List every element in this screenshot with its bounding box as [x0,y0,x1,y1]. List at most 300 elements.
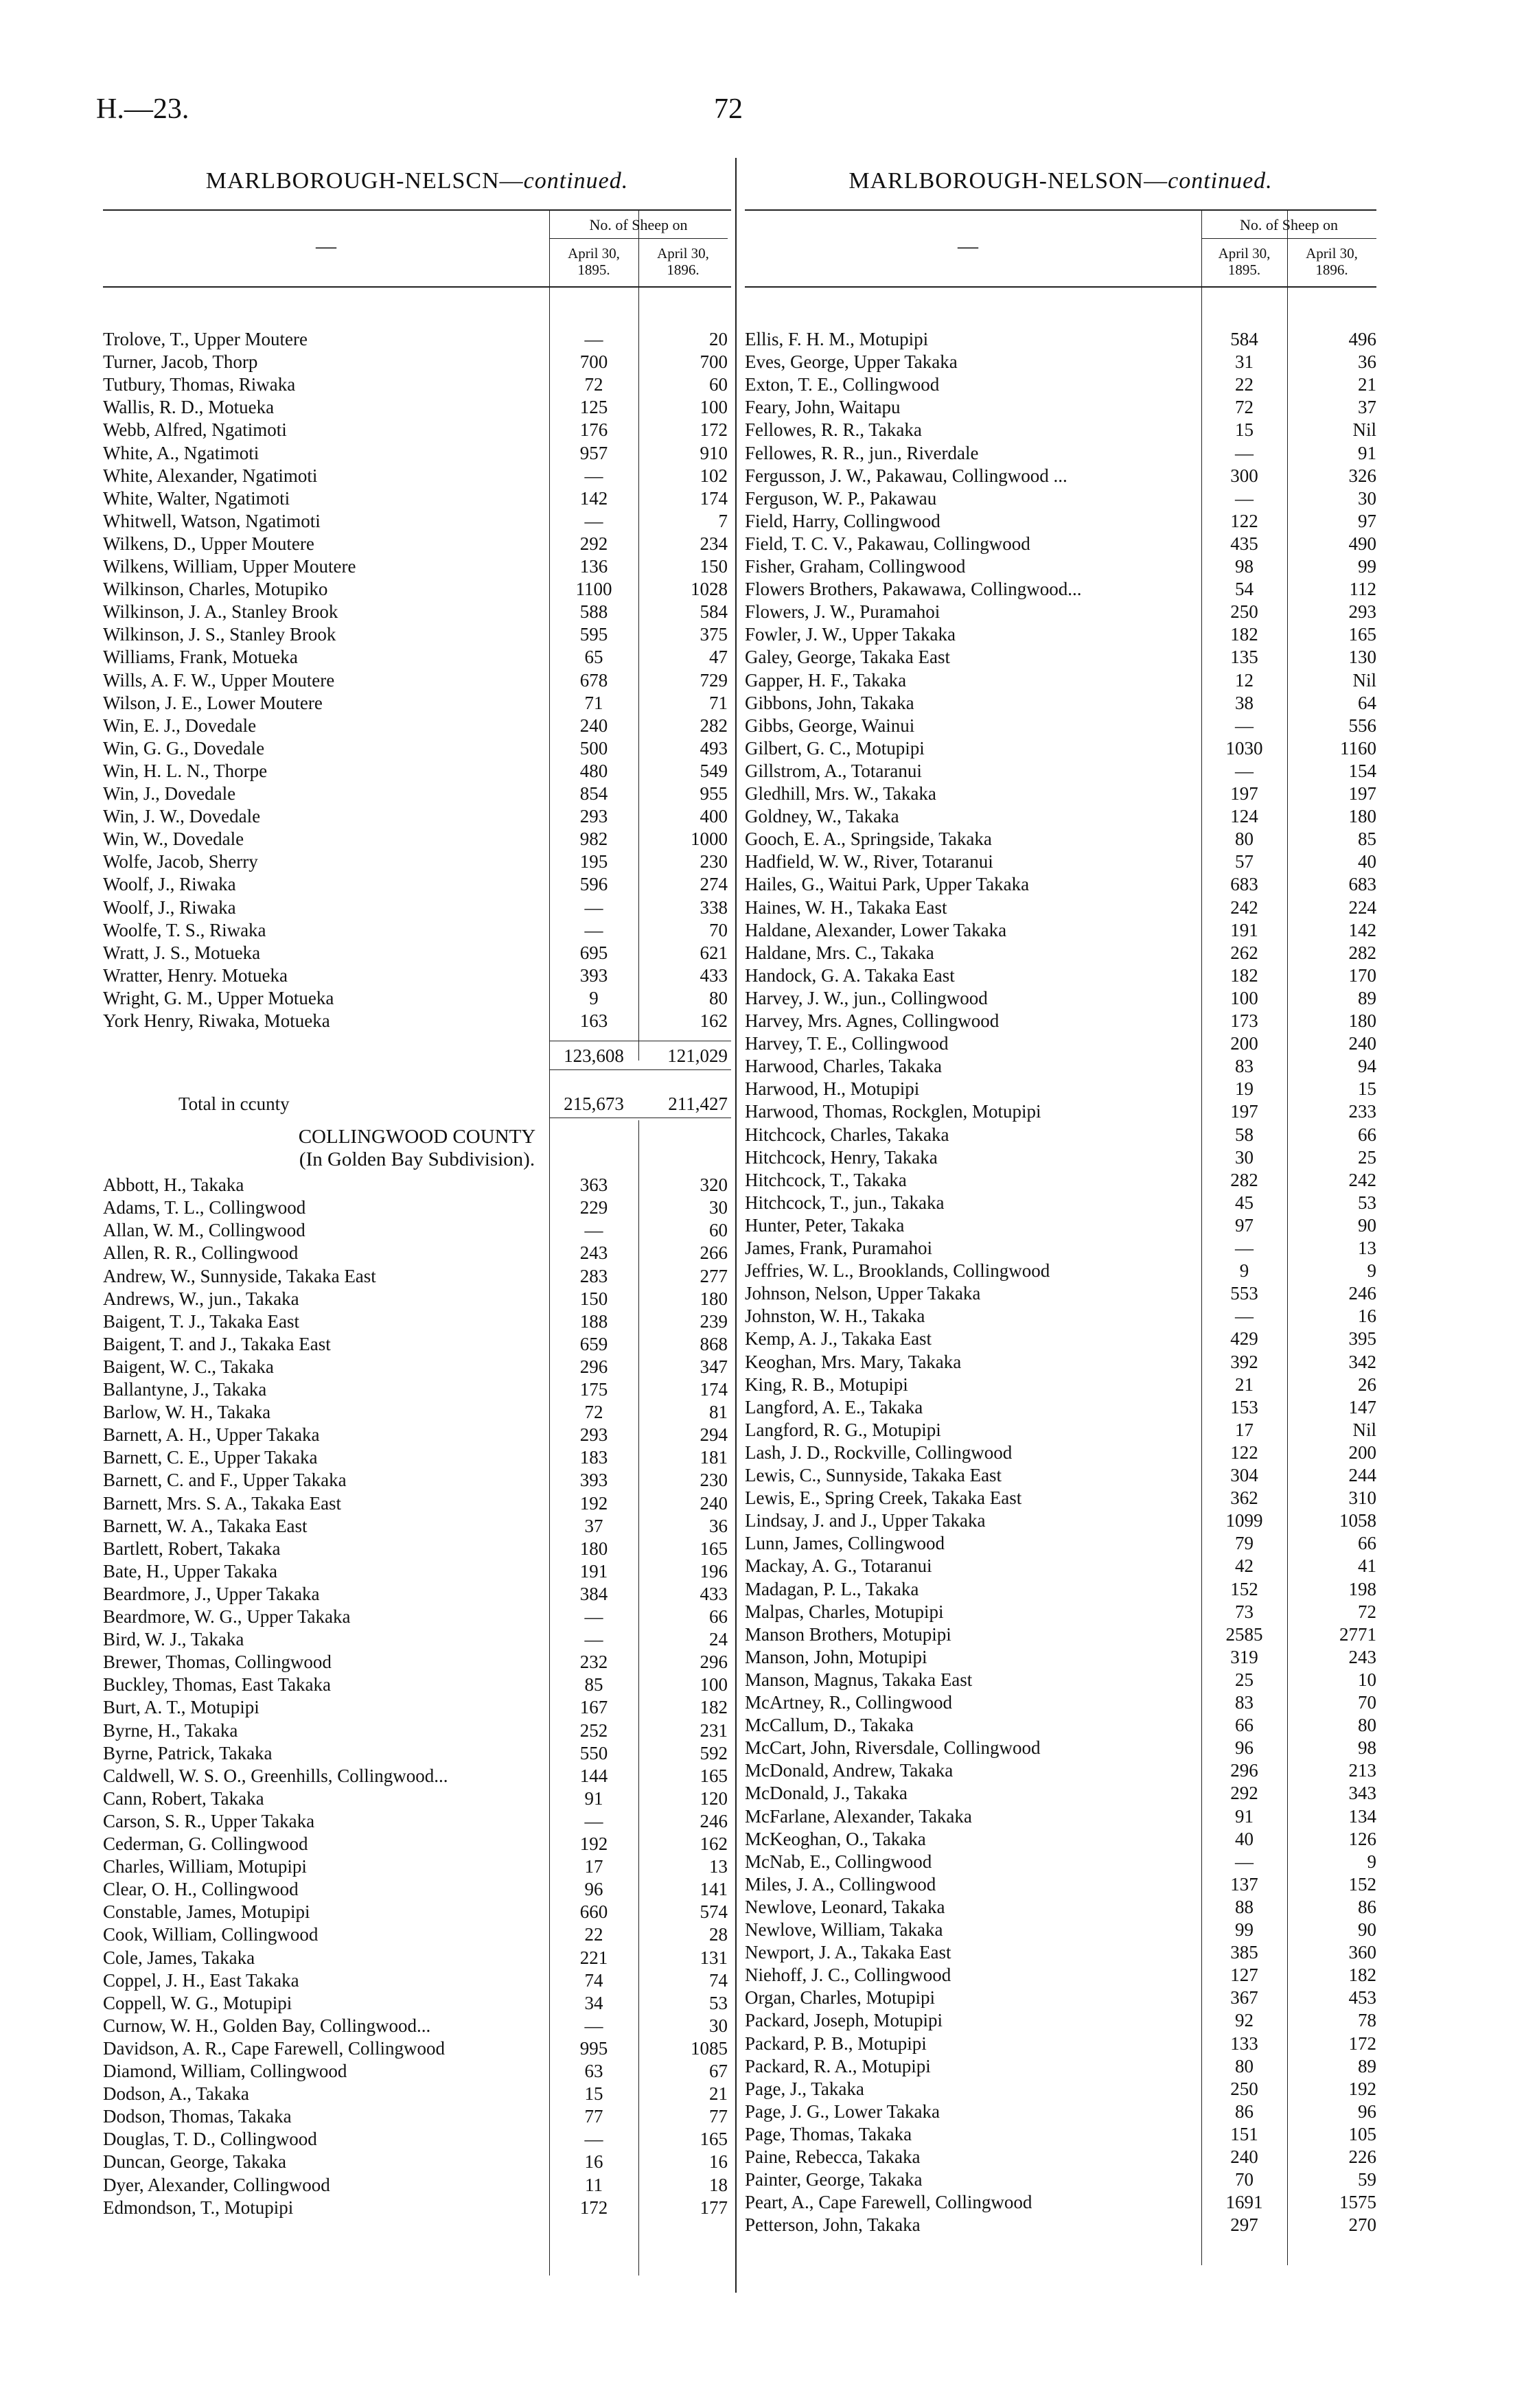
sheep-1895: 72 [1235,397,1254,418]
table-row [103,760,731,783]
sheep-1895: 183 [579,1447,608,1468]
owner-name: Johnston, W. H., Takaka [745,1306,925,1327]
sheep-1895: — [1235,487,1254,509]
sheep-1895: 367 [1230,1987,1258,2008]
table-row [103,737,731,760]
sheep-1895: 362 [1230,1487,1258,1509]
sheep-1896: Nil [1352,1419,1376,1440]
sheep-1896: 9 [1367,1260,1376,1282]
county-title: COLLINGWOOD COUNTY [298,1126,536,1148]
table-row [103,1992,731,2015]
sheep-1895: — [584,1606,603,1627]
owner-name: Barnett, A. H., Upper Takaka [103,1424,320,1446]
sheep-1895: 221 [579,1947,608,1968]
owner-name: McKeoghan, O., Takaka [745,1828,926,1849]
table-row [745,1532,1376,1555]
sheep-1896: 621 [700,942,728,963]
table-row [745,646,1376,669]
sheep-1895: 435 [1230,533,1258,554]
owner-name: Harvey, Mrs. Agnes, Collingwood [745,1010,1000,1031]
sheep-1895: 11 [585,2174,603,2195]
sheep-1895: 22 [584,1924,603,1945]
sheep-1895: 15 [584,2083,603,2105]
owner-name: Bird, W. J., Takaka [103,1629,244,1650]
sheep-1895: 695 [579,942,608,963]
sheep-1895: 197 [1230,783,1258,804]
table-row [745,2146,1376,2168]
sheep-1895: — [584,1629,603,1650]
table-row [745,2033,1376,2055]
sheep-1895: 293 [579,806,608,827]
sheep-1896: 177 [700,2197,728,2218]
table-row [745,1419,1376,1442]
sheep-1895: 167 [579,1697,608,1718]
sheep-1896: 89 [1358,987,1376,1008]
sheep-1895: 97 [1235,1214,1254,1236]
sheep-1896: 400 [700,806,728,827]
owner-name: Barlow, W. H., Takaka [103,1402,271,1423]
sheep-1896: 53 [709,1992,728,2013]
owner-name: Niehoff, J. C., Collingwood [745,1965,951,1986]
sheep-1895: 153 [1230,1396,1258,1417]
sheep-1895: 180 [579,1538,608,1559]
table-row [745,1919,1376,1941]
owner-name: Wolfe, Jacob, Sherry [103,851,258,872]
sheep-1895: 83 [1235,1056,1254,1077]
table-row [745,1146,1376,1169]
sheep-1895: 9 [589,987,599,1008]
owner-name: Win, G. G., Dovedale [103,737,265,759]
owner-name: Baigent, T. and J., Takaka East [103,1333,331,1354]
owner-name: Johnson, Nelson, Upper Takaka [745,1283,981,1304]
table-row [745,1351,1376,1374]
total-label: Total in ccunty [178,1093,290,1115]
county-subtitle: (In Golden Bay Subdivision). [299,1148,535,1171]
sheep-1896: 64 [1358,692,1376,713]
sheep-1895: 86 [1235,2100,1254,2122]
sheep-1896: 1160 [1340,737,1376,759]
owner-name: Clear, O. H., Collingwood [103,1879,299,1900]
sheep-1895: 122 [1230,1442,1258,1463]
table-row [745,783,1376,805]
owner-name: Beardmore, J., Upper Takaka [103,1583,320,1604]
sheep-1895: 92 [1235,2010,1254,2031]
owner-name: Hailes, G., Waitui Park, Upper Takaka [745,874,1030,895]
table-row [103,896,731,919]
sheep-1896: 16 [709,2151,728,2173]
sheep-1895: 553 [1230,1283,1258,1304]
sheep-1896: 21 [709,2083,728,2105]
sheep-1896: Nil [1352,419,1376,441]
sheep-1895: 595 [579,624,608,645]
sheep-1895: — [584,919,603,940]
sheep-1896: 338 [700,896,728,918]
sheep-1895: 96 [584,1879,603,1900]
sheep-1895: 173 [1230,1010,1258,1031]
right-header-1896 [1287,245,1376,278]
sheep-1896: 172 [1348,2033,1376,2054]
table-row [103,1696,731,1719]
owner-name: Langford, A. E., Takaka [745,1396,923,1417]
table-row [745,487,1376,510]
table-row [745,896,1376,919]
owner-name: Manson, Magnus, Takaka East [745,1669,973,1690]
owner-name: Coppell, W. G., Motupipi [103,1992,292,2013]
sheep-1896: 120 [700,1787,728,1809]
sheep-1895: 197 [1230,1101,1258,1122]
owner-name: Peart, A., Cape Farewell, Collingwood [745,2192,1032,2213]
sheep-1896: 1028 [691,579,728,600]
owner-name: Wilson, J. E., Lower Moutere [103,692,323,713]
owner-name: Caldwell, W. S. O., Greenhills, Collingwood... [103,1765,448,1786]
right-col1-line2: 1895. [1227,262,1261,278]
owner-name: McCallum, D., Takaka [745,1715,914,1736]
sheep-1895: 385 [1230,1942,1258,1963]
sheep-1895: 73 [1235,1601,1254,1622]
table-row [103,2174,731,2197]
sheep-1895: 80 [1235,2055,1254,2076]
owner-name: Fergusson, J. W., Pakawau, Collingwood ... [745,465,1067,486]
sheep-1895: — [1235,760,1254,781]
sheep-1896: 21 [1358,374,1376,395]
table-row [103,1651,731,1674]
sheep-1896: 85 [1358,829,1376,850]
sheep-1895: — [584,1810,603,1831]
sheep-1896: 60 [709,374,728,395]
owner-name: Hitchcock, Henry, Takaka [745,1146,938,1168]
sheep-1896: 395 [1348,1328,1376,1350]
owner-name: Cook, William, Collingwood [103,1924,319,1945]
sheep-1895: 135 [1230,647,1258,668]
sheep-1896: 150 [700,556,728,577]
sheep-1895: 37 [584,1515,603,1536]
sheep-1895: 176 [579,419,608,441]
table-row [103,1469,731,1492]
owner-name: Coppel, J. H., East Takaka [103,1969,299,1991]
sheep-1895: 74 [584,1969,603,1991]
table-row [745,1487,1376,1509]
sheep-1895: 72 [584,1402,603,1423]
sheep-1896: 226 [1348,2146,1376,2167]
table-row [745,1828,1376,1851]
sheep-1895: 79 [1235,1533,1254,1554]
sheep-1895: 550 [579,1742,608,1763]
table-row [103,2151,731,2173]
sheep-1896: 60 [709,1220,728,1241]
table-row [103,987,731,1010]
table-row [103,1401,731,1424]
table-row [745,2214,1376,2236]
sheep-1896: 240 [1348,1033,1376,1054]
sheep-1896: 293 [1348,601,1376,623]
sheep-1895: 45 [1235,1192,1254,1213]
page-number: 72 [714,93,743,125]
sheep-1896: 20 [709,329,728,349]
owner-name: Barnett, Mrs. S. A., Takaka East [103,1492,342,1514]
owner-name: Allen, R. R., Collingwood [103,1242,299,1264]
sheep-1896: 282 [700,715,728,736]
owner-name: Harvey, T. E., Collingwood [745,1033,949,1054]
owner-name: Woolf, J., Riwaka [103,874,236,895]
table-row [103,1674,731,1696]
right-header-dash: — [958,235,978,257]
sheep-1896: 496 [1348,329,1376,349]
table-row [103,2197,731,2219]
table-row [745,2100,1376,2123]
table-row [745,555,1376,578]
owner-name: Gapper, H. F., Takaka [745,669,907,691]
sheep-1896: 347 [700,1356,728,1377]
sheep-1896: 53 [1358,1192,1376,1213]
owner-name: Allan, W. M., Collingwood [103,1220,305,1241]
sheep-1895: 982 [579,829,608,850]
table-row [103,1356,731,1378]
table-row [745,1010,1376,1032]
table-row [745,1260,1376,1282]
sheep-1895: 31 [1235,351,1254,373]
sheep-1895: 163 [579,1010,608,1031]
owner-name: Harwood, H., Motupipi [745,1078,920,1100]
owner-name: Harvey, J. W., jun., Collingwood [745,987,988,1008]
owner-name: Duncan, George, Takaka [103,2151,287,2173]
table-row [745,964,1376,987]
table-row [103,828,731,850]
sheep-1896: 1085 [691,2037,728,2059]
table-row [745,1941,1376,1964]
sheep-1896: 28 [709,1924,728,1945]
table-row [103,1901,731,1923]
sheep-1895: 596 [579,874,608,895]
sheep-1895: 122 [1230,510,1258,531]
sheep-1896: 683 [1348,874,1376,895]
table-row [103,646,731,669]
subtotal-1895: 123,608 [564,1045,624,1067]
owner-name: Byrne, H., Takaka [103,1720,238,1741]
sheep-1896: 584 [700,601,728,623]
table-row [745,1873,1376,1896]
sheep-1895: 588 [579,601,608,623]
sheep-1895: 392 [1230,1351,1258,1372]
left-col1-line2: 1895. [577,262,610,278]
sheep-1895: 995 [579,2037,608,2059]
sheep-1896: 18 [709,2174,728,2195]
sheep-1895: 243 [579,1242,608,1264]
right-title-italic: continued. [1168,168,1273,194]
owner-name: Baigent, W. C., Takaka [103,1356,274,1377]
owner-name: Harwood, Thomas, Rockglen, Motupipi [745,1101,1041,1122]
sheep-1895: 54 [1235,579,1254,600]
owner-name: Davidson, A. R., Cape Farewell, Collingwood [103,2037,445,2059]
owner-name: Whitwell, Watson, Ngatimoti [103,510,321,531]
owner-name: Field, T. C. V., Pakawau, Collingwood [745,533,1030,554]
sheep-1895: 125 [579,397,608,418]
sheep-1895: 17 [1235,1419,1254,1440]
sheep-1896: 98 [1358,1737,1376,1759]
owner-name: Wright, G. M., Upper Motueka [103,987,334,1008]
sheep-1895: 296 [1230,1760,1258,1781]
sheep-1895: 150 [579,1288,608,1309]
table-row [103,1923,731,1946]
owner-name: Wilkens, D., Upper Moutere [103,533,314,554]
sheep-1896: 343 [1348,1783,1376,1804]
sheep-1896: 105 [1348,2123,1376,2144]
sheep-1896: 90 [1358,1214,1376,1236]
sheep-1896: 142 [1348,919,1376,940]
sheep-1895: 91 [1235,1805,1254,1827]
owner-name: Woolfe, T. S., Riwaka [103,919,266,940]
sheep-1895: 72 [584,374,603,395]
sheep-1895: 250 [1230,2078,1258,2099]
owner-name: Paine, Rebecca, Takaka [745,2146,921,2167]
sheep-1895: 854 [579,783,608,804]
sheep-1896: 100 [700,1674,728,1695]
owner-name: Gilbert, G. C., Motupipi [745,737,925,759]
sheep-1896: 326 [1348,465,1376,486]
owner-name: Dodson, A., Takaka [103,2083,249,2105]
table-row [103,783,731,805]
sheep-1896: 162 [700,1010,728,1031]
owner-name: Page, J. G., Lower Takaka [745,2100,940,2122]
table-row [745,1987,1376,2009]
sheep-1896: 59 [1358,2169,1376,2190]
table-row [745,1237,1376,1260]
owner-name: Newport, J. A., Takaka East [745,1942,951,1963]
sheep-1895: 19 [1235,1078,1254,1100]
sheep-1895: — [584,1220,603,1241]
sheep-1895: 2585 [1225,1623,1263,1645]
owner-name: Curnow, W. H., Golden Bay, Collingwood... [103,2015,431,2036]
table-row [745,1442,1376,1464]
table-row [745,1078,1376,1100]
left-col1-line1: April 30, [568,245,620,262]
right-table-header [745,209,1376,288]
table-row [745,1759,1376,1782]
table-row [745,1578,1376,1601]
table-row [745,1055,1376,1078]
owner-name: White, A., Ngatimoti [103,442,259,463]
total-row [103,1093,731,1115]
sheep-1896: 239 [700,1310,728,1332]
right-col2-line2: 1896. [1315,262,1348,278]
table-row [103,1288,731,1310]
sheep-1895: 192 [579,1492,608,1514]
owner-name: Dyer, Alexander, Collingwood [103,2174,330,2195]
table-row [103,919,731,942]
sheep-1896: 231 [700,1720,728,1741]
sheep-1895: — [584,329,603,349]
sheep-1896: 310 [1348,1487,1376,1509]
owner-name: Win, J., Dovedale [103,783,236,804]
owner-name: Packard, Joseph, Motupipi [745,2010,943,2031]
table-row [103,669,731,692]
sheep-1895: 1100 [575,579,612,600]
owner-name: Painter, George, Takaka [745,2169,923,2190]
sheep-1896: 89 [1358,2055,1376,2076]
sheep-1896: 556 [1348,715,1376,736]
sheep-1896: 170 [1348,964,1376,986]
owner-name: Newlove, Leonard, Takaka [745,1896,945,1917]
table-row [745,2168,1376,2191]
owner-name: Wallis, R. D., Motueka [103,397,275,418]
sheep-1896: 224 [1348,896,1376,918]
sheep-1896: 233 [1348,1101,1376,1122]
sheep-1895: 34 [584,1992,603,2013]
sheep-1896: 30 [709,1197,728,1218]
left-table-header [103,209,731,288]
table-row [103,510,731,533]
sheep-1895: 195 [579,851,608,872]
table-row [745,1214,1376,1237]
sheep-1896: 66 [1358,1533,1376,1554]
right-col-rule [1201,285,1202,2265]
owner-name: McCart, John, Riversdale, Collingwood [745,1737,1041,1759]
sheep-1895: 22 [1235,374,1254,395]
sheep-1895: 240 [579,715,608,736]
owner-name: Lindsay, J. and J., Upper Takaka [745,1510,986,1531]
table-row [103,465,731,487]
owner-name: Malpas, Charles, Motupipi [745,1601,944,1622]
sheep-1895: — [1235,1238,1254,1258]
sheep-1895: — [584,510,603,531]
table-row [103,1196,731,1219]
owner-name: Douglas, T. D., Collingwood [103,2129,317,2150]
owner-name: Kemp, A. J., Takaka East [745,1328,932,1350]
sheep-1896: 213 [1348,1760,1376,1781]
table-row [745,1032,1376,1055]
sheep-1895: 660 [579,1901,608,1923]
owner-name: Wills, A. F. W., Upper Moutere [103,669,335,691]
left-header-group-rule [549,238,728,239]
sheep-1895: 292 [579,533,608,554]
table-row [103,2105,731,2128]
sheep-1896: 16 [1358,1306,1376,1327]
table-row [745,1192,1376,1214]
sheep-1895: 151 [1230,2123,1258,2144]
sheep-1895: — [584,896,603,918]
right-header-1895 [1201,245,1287,278]
sheep-1896: 360 [1348,1942,1376,1963]
sheep-1896: 36 [1358,351,1376,373]
sheep-1895: 30 [1235,1146,1254,1168]
sheep-1896: 24 [709,1629,728,1650]
sheep-1896: 174 [700,487,728,509]
sheep-1896: 172 [700,419,728,441]
table-row [103,1424,731,1446]
sheep-1895: — [584,2129,603,2150]
owner-name: Lash, J. D., Rockville, Collingwood [745,1442,1013,1463]
sheep-1895: 283 [579,1265,608,1286]
table-row [103,578,731,601]
table-row [745,1646,1376,1669]
sheep-1896: 15 [1358,1078,1376,1100]
sheep-1895: 232 [579,1652,608,1673]
sheep-1895: 17 [584,1856,603,1877]
table-row [745,737,1376,760]
sheep-1896: 152 [1348,1873,1376,1895]
sheep-1896: 74 [709,1969,728,1991]
table-row [103,1833,731,1855]
total-1896: 211,427 [668,1093,728,1115]
owner-name: Buckley, Thomas, East Takaka [103,1674,332,1695]
sheep-1895: 83 [1235,1692,1254,1713]
table-row [745,1623,1376,1646]
table-row [103,1446,731,1469]
table-row [103,1333,731,1356]
owner-name: Lewis, E., Spring Creek, Takaka East [745,1487,1022,1509]
sheep-1895: 88 [1235,1896,1254,1917]
sheep-1895: 57 [1235,851,1254,872]
sheep-1896: 30 [1358,487,1376,509]
